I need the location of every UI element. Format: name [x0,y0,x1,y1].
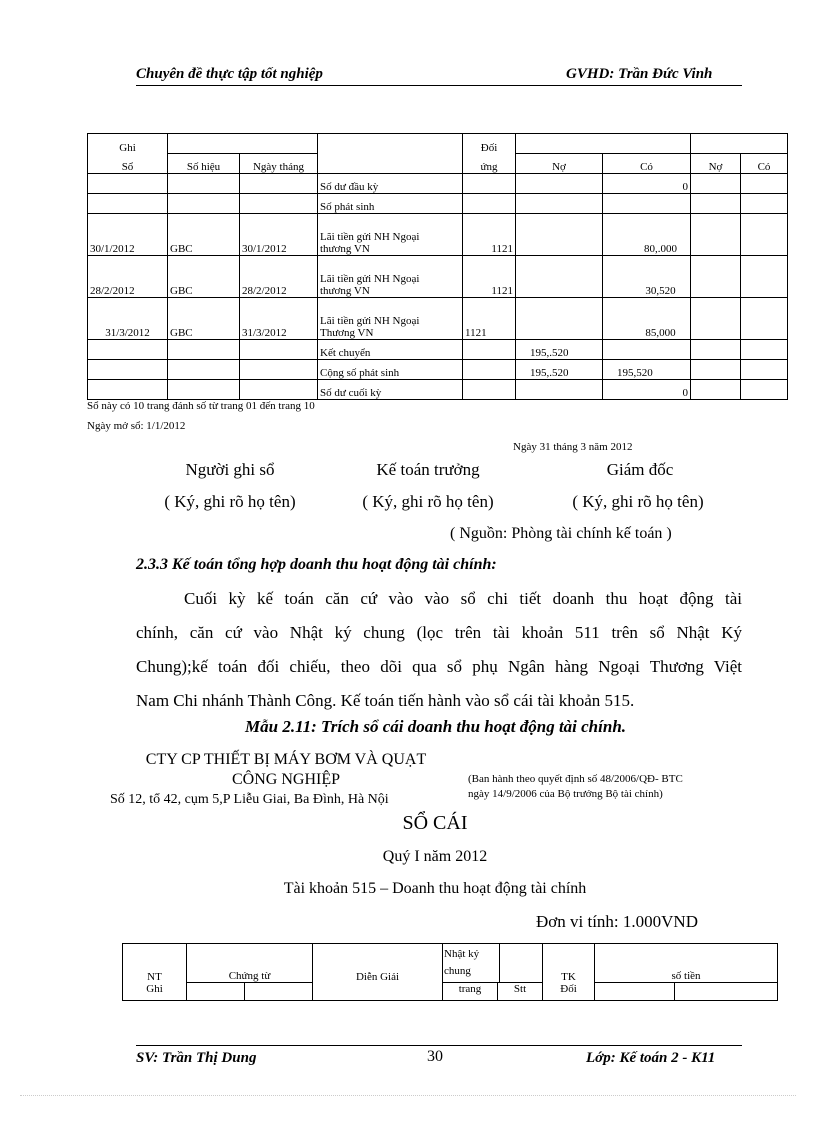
col-ngay-thang: Ngày tháng [240,154,318,174]
signer-note: ( Ký, ghi rõ họ tên) [572,492,704,511]
signature-date: Ngày 31 tháng 3 năm 2012 [513,441,633,453]
col-so: Sổ [88,154,168,174]
footer-rule [136,1045,742,1046]
table-row: 30/1/2012 GBC 30/1/2012 Lãi tiền gửi NH Ngoại thương VN 1121 80,.000 [88,214,788,256]
signer-title: Giám đốc [606,460,674,479]
table-row: Số dư cuối kỳ 0 [88,380,788,400]
col-chung-tu: Chứng từ [187,944,313,983]
signer-title: Người ghi sổ [185,460,275,479]
col-trang: trang [443,983,498,1001]
company-address: Số 12, tổ 42, cụm 5,P Liễu Giai, Ba Đình, Hà Nội [110,792,389,807]
page-edge [20,1095,796,1096]
footer-left: SV: Trần Thị Dung [136,1050,257,1066]
signer-note: ( Ký, ghi rõ họ tên) [164,492,296,511]
table-row: 28/2/2012 GBC 28/2/2012 Lãi tiền gửi NH Ngoại thương VN 1121 30,520 [88,256,788,298]
paragraph-line: Cuối kỳ kế toán căn cứ vào vào sổ chi tiết doanh thu hoạt động tài [184,589,742,608]
header-rule [136,85,742,86]
form-title: Mẫu 2.11: Trích sổ cái doanh thu hoạt động tài chính. [245,717,627,736]
source-note: ( Nguồn: Phòng tài chính kế toán ) [450,525,672,542]
col-nhat-ky: Nhật ký [444,948,480,960]
col-co-2: Có [741,154,788,174]
ledger-unit: Đơn vi tính: 1.000VND [536,912,698,931]
table-row: Số dư đầu kỳ 0 [88,174,788,194]
col-nt: NT [123,944,187,983]
company-name-2: CÔNG NGHIỆP [232,771,340,788]
paragraph-line: Chung);kế toán đối chiếu, theo dõi qua sổ phụ Ngân hàng Ngoại Thương Việt [136,657,742,676]
ledger-period: Quý I năm 2012 [382,848,488,865]
col-ung: ứng [463,154,516,174]
col-so-tien: số tiền [595,944,778,983]
col-chung: chung [444,965,471,977]
col-co: Có [603,154,691,174]
table-row: Kết chuyển 195,.520 [88,340,788,360]
note-opened: Ngày mở sổ: 1/1/2012 [87,420,186,432]
col-ghi: Ghi [88,134,168,154]
col-no-2: Nợ [691,154,741,174]
col-tk: TK [543,944,595,983]
col-so-hieu: Số hiệu [168,154,240,174]
table-row: Số phát sinh [88,194,788,214]
ledger-account: Tài khoản 515 – Doanh thu hoạt động tài chính [283,880,587,897]
table-row: Cộng số phát sinh 195,.520 195,520 [88,360,788,380]
col-stt: Stt [498,983,543,1001]
page-number: 30 [427,1048,443,1065]
company-block [110,750,462,790]
col-dien-giai: Diễn Giải [313,944,443,983]
ledger-title: SỔ CÁI [402,812,468,834]
signer-title: Kế toán trưởng [376,460,480,479]
paragraph-line: chính, căn cứ vào Nhật ký chung (lọc trên tài khoản 511 trên sổ Nhật Ký [136,623,742,642]
ledger-table-bottom [122,943,778,1001]
col-ghi: Ghi [123,983,187,1001]
decree-note: (Ban hành theo quyết định số 48/2006/QĐ- BTC ngày 14/9/2006 của Bộ trưởng Bộ tài chính) [468,773,683,800]
signer-note: ( Ký, ghi rõ họ tên) [362,492,494,511]
note-pages: Sổ này có 10 trang đánh số từ trang 01 đến trang 10 [87,400,315,412]
ledger-table-top [87,133,788,400]
company-name: CTY CP THIẾT BỊ MÁY BƠM VÀ QUẠT [145,751,427,768]
header-right: GVHD: Trần Đức Vinh [566,66,713,82]
header-left: Chuyên đề thực tập tốt nghiệp [136,66,323,82]
section-heading: 2.3.3 Kế toán tổng hợp doanh thu hoạt động tài chính: [136,556,497,573]
footer-right: Lớp: Kế toán 2 - K11 [586,1050,716,1066]
col-doi: Đối [463,134,516,154]
col-no: Nợ [516,154,603,174]
col-doi: Đối [543,983,595,1001]
table-row: 31/3/2012 GBC 31/3/2012 Lãi tiền gửi NH Ngoại Thương VN 1121 85,000 [88,298,788,340]
paragraph-line: Nam Chi nhánh Thành Công. Kế toán tiến hành vào sổ cái tài khoản 515. [136,691,635,710]
section-body [136,582,742,718]
